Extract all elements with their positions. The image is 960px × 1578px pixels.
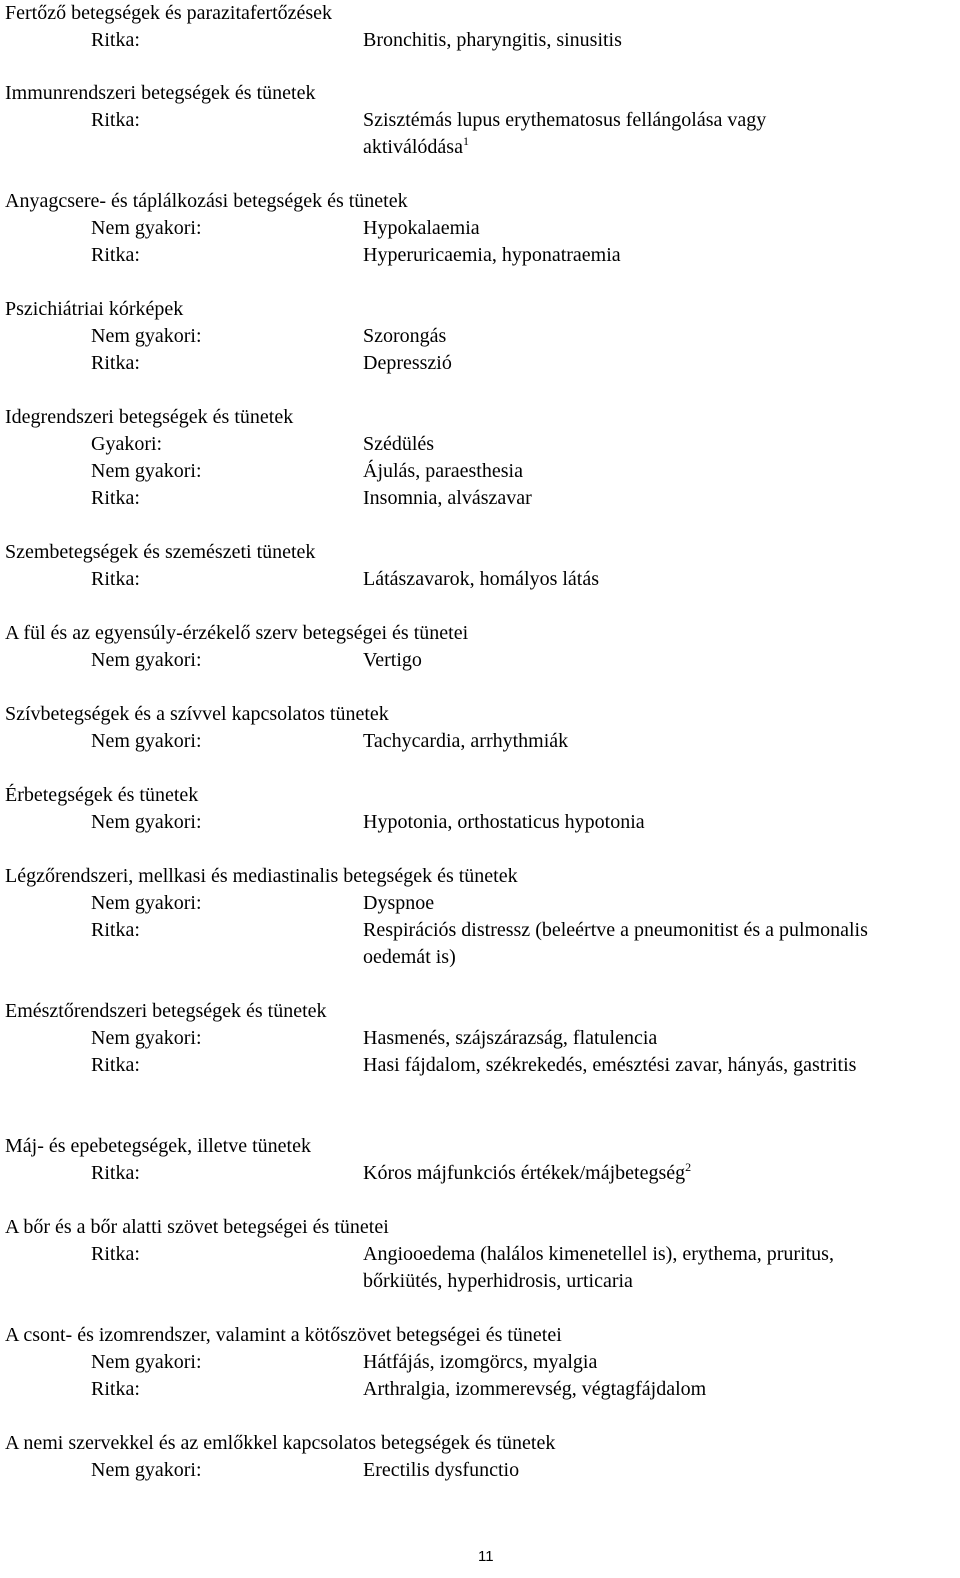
effects-text bbox=[363, 728, 957, 755]
effect-line bbox=[363, 1025, 957, 1052]
frequency-label: Nem gyakori: bbox=[91, 730, 202, 752]
frequency-label: Nem gyakori: bbox=[91, 217, 202, 239]
effects-text bbox=[363, 27, 957, 54]
effects-text bbox=[363, 485, 957, 512]
frequency-label: Nem gyakori: bbox=[91, 1027, 202, 1049]
effects-text bbox=[363, 431, 957, 458]
effect-line bbox=[363, 107, 957, 134]
page-number: 11 bbox=[478, 1548, 494, 1565]
effect-line bbox=[363, 1160, 957, 1189]
effects-text bbox=[363, 1457, 957, 1484]
effects-text bbox=[363, 242, 957, 269]
section-title: Emésztőrendszeri betegségek és tünetek bbox=[5, 1000, 327, 1022]
effects-text bbox=[363, 890, 957, 917]
effect-line bbox=[363, 350, 957, 377]
frequency-label: Ritka: bbox=[91, 29, 140, 51]
frequency-label: Ritka: bbox=[91, 352, 140, 374]
effect-text: Hypokalaemia bbox=[363, 217, 480, 239]
effect-line bbox=[363, 1457, 957, 1484]
effect-text: Kóros májfunkciós értékek/májbetegség bbox=[363, 1162, 686, 1184]
frequency-label: Ritka: bbox=[91, 568, 140, 590]
section-title: A bőr és a bőr alatti szövet betegségei és tünetei bbox=[5, 1216, 389, 1238]
effect-text: Hátfájás, izomgörcs, myalgia bbox=[363, 1351, 598, 1373]
frequency-label: Ritka: bbox=[91, 1162, 140, 1184]
effect-line bbox=[363, 485, 957, 512]
effect-line bbox=[363, 1241, 957, 1268]
effect-text: Hasmenés, szájszárazság, flatulencia bbox=[363, 1027, 658, 1049]
effect-line bbox=[363, 431, 957, 458]
frequency-label: Nem gyakori: bbox=[91, 325, 202, 347]
frequency-label: Ritka: bbox=[91, 919, 140, 941]
effect-line bbox=[363, 215, 957, 242]
effect-text: Ájulás, paraesthesia bbox=[363, 460, 523, 482]
effect-line bbox=[363, 809, 957, 836]
effect-text: Angiooedema (halálos kimenetellel is), erythema, pruritus, bbox=[363, 1243, 834, 1265]
effect-line bbox=[363, 1268, 957, 1295]
effects-text bbox=[363, 647, 957, 674]
effect-text: oedemát is) bbox=[363, 946, 456, 968]
effect-line bbox=[363, 1052, 957, 1079]
effect-text: Dyspnoe bbox=[363, 892, 435, 914]
section-title: Fertőző betegségek és parazitafertőzések bbox=[5, 2, 333, 24]
effect-line bbox=[363, 1349, 957, 1376]
section-title: Máj- és epebetegségek, illetve tünetek bbox=[5, 1135, 311, 1157]
section-title: Szembetegségek és szemészeti tünetek bbox=[5, 541, 316, 563]
frequency-label: Ritka: bbox=[91, 487, 140, 509]
effect-line bbox=[363, 917, 957, 944]
section-title: Pszichiátriai kórképek bbox=[5, 298, 184, 320]
section-title: A csont- és izomrendszer, valamint a kötőszövet betegségei és tünetei bbox=[5, 1324, 562, 1346]
frequency-label: Nem gyakori: bbox=[91, 811, 202, 833]
effects-text bbox=[363, 1241, 957, 1295]
effect-line bbox=[363, 890, 957, 917]
effect-text: Erectilis dysfunctio bbox=[363, 1459, 520, 1481]
effect-text: Vertigo bbox=[363, 649, 422, 671]
frequency-label: Ritka: bbox=[91, 244, 140, 266]
effects-text bbox=[363, 350, 957, 377]
section-title: A nemi szervekkel és az emlőkkel kapcsolatos betegségek és tünetek bbox=[5, 1432, 556, 1454]
effect-text: Hasi fájdalom, székrekedés, emésztési zavar, hányás, gastritis bbox=[363, 1054, 857, 1076]
effects-text bbox=[363, 1025, 957, 1052]
effect-line bbox=[363, 27, 957, 54]
frequency-label: Ritka: bbox=[91, 1378, 140, 1400]
effect-text: Depresszió bbox=[363, 352, 452, 374]
effects-text bbox=[363, 107, 957, 163]
frequency-label: Nem gyakori: bbox=[91, 649, 202, 671]
section-title: Immunrendszeri betegségek és tünetek bbox=[5, 82, 316, 104]
effect-text: Látászavarok, homályos látás bbox=[363, 568, 600, 590]
effect-line bbox=[363, 134, 957, 163]
effects-text bbox=[363, 1349, 957, 1376]
frequency-label: Nem gyakori: bbox=[91, 1351, 202, 1373]
effect-line bbox=[363, 944, 957, 971]
frequency-label: Ritka: bbox=[91, 1243, 140, 1265]
effect-text: Arthralgia, izommerevség, végtagfájdalom bbox=[363, 1378, 707, 1400]
effects-text bbox=[363, 215, 957, 242]
effects-text bbox=[363, 566, 957, 593]
effect-text: Szisztémás lupus erythematosus fellángolása vagy bbox=[363, 109, 767, 131]
frequency-label: Ritka: bbox=[91, 109, 140, 131]
footnote-marker: 2 bbox=[685, 1160, 692, 1174]
effect-text: Tachycardia, arrhythmiák bbox=[363, 730, 569, 752]
frequency-label: Ritka: bbox=[91, 1054, 140, 1076]
effects-text bbox=[363, 917, 957, 971]
effect-text: Hypotonia, orthostaticus hypotonia bbox=[363, 811, 645, 833]
effect-text: Insomnia, alvászavar bbox=[363, 487, 532, 509]
effect-line bbox=[363, 242, 957, 269]
effects-text bbox=[363, 1160, 957, 1189]
frequency-label: Gyakori: bbox=[91, 433, 163, 455]
section-title: A fül és az egyensúly-érzékelő szerv betegségei és tünetei bbox=[5, 622, 469, 644]
effect-text: Hyperuricaemia, hyponatraemia bbox=[363, 244, 621, 266]
footnote-marker: 1 bbox=[462, 134, 469, 148]
effect-text: Szorongás bbox=[363, 325, 447, 347]
effect-text: aktiválódása bbox=[363, 136, 463, 158]
effects-text bbox=[363, 809, 957, 836]
effect-line bbox=[363, 458, 957, 485]
effect-line bbox=[363, 323, 957, 350]
section-title: Anyagcsere- és táplálkozási betegségek és tünetek bbox=[5, 190, 408, 212]
frequency-label: Nem gyakori: bbox=[91, 892, 202, 914]
effect-text: Respirációs distressz (beleértve a pneumonitist és a pulmonalis bbox=[363, 919, 868, 941]
effects-text bbox=[363, 1052, 957, 1079]
effect-text: Szédülés bbox=[363, 433, 435, 455]
frequency-label: Nem gyakori: bbox=[91, 1459, 202, 1481]
effects-text bbox=[363, 1376, 957, 1403]
section-title: Érbetegségek és tünetek bbox=[5, 784, 199, 806]
effect-line bbox=[363, 728, 957, 755]
effects-text bbox=[363, 323, 957, 350]
section-title: Szívbetegségek és a szívvel kapcsolatos tünetek bbox=[5, 703, 389, 725]
section-title: Idegrendszeri betegségek és tünetek bbox=[5, 406, 294, 428]
effect-text: Bronchitis, pharyngitis, sinusitis bbox=[363, 29, 622, 51]
effects-text bbox=[363, 458, 957, 485]
section-title: Légzőrendszeri, mellkasi és mediastinalis betegségek és tünetek bbox=[5, 865, 518, 887]
effect-line bbox=[363, 647, 957, 674]
effect-line bbox=[363, 566, 957, 593]
effect-text: bőrkiütés, hyperhidrosis, urticaria bbox=[363, 1270, 633, 1292]
frequency-label: Nem gyakori: bbox=[91, 460, 202, 482]
effect-line bbox=[363, 1376, 957, 1403]
